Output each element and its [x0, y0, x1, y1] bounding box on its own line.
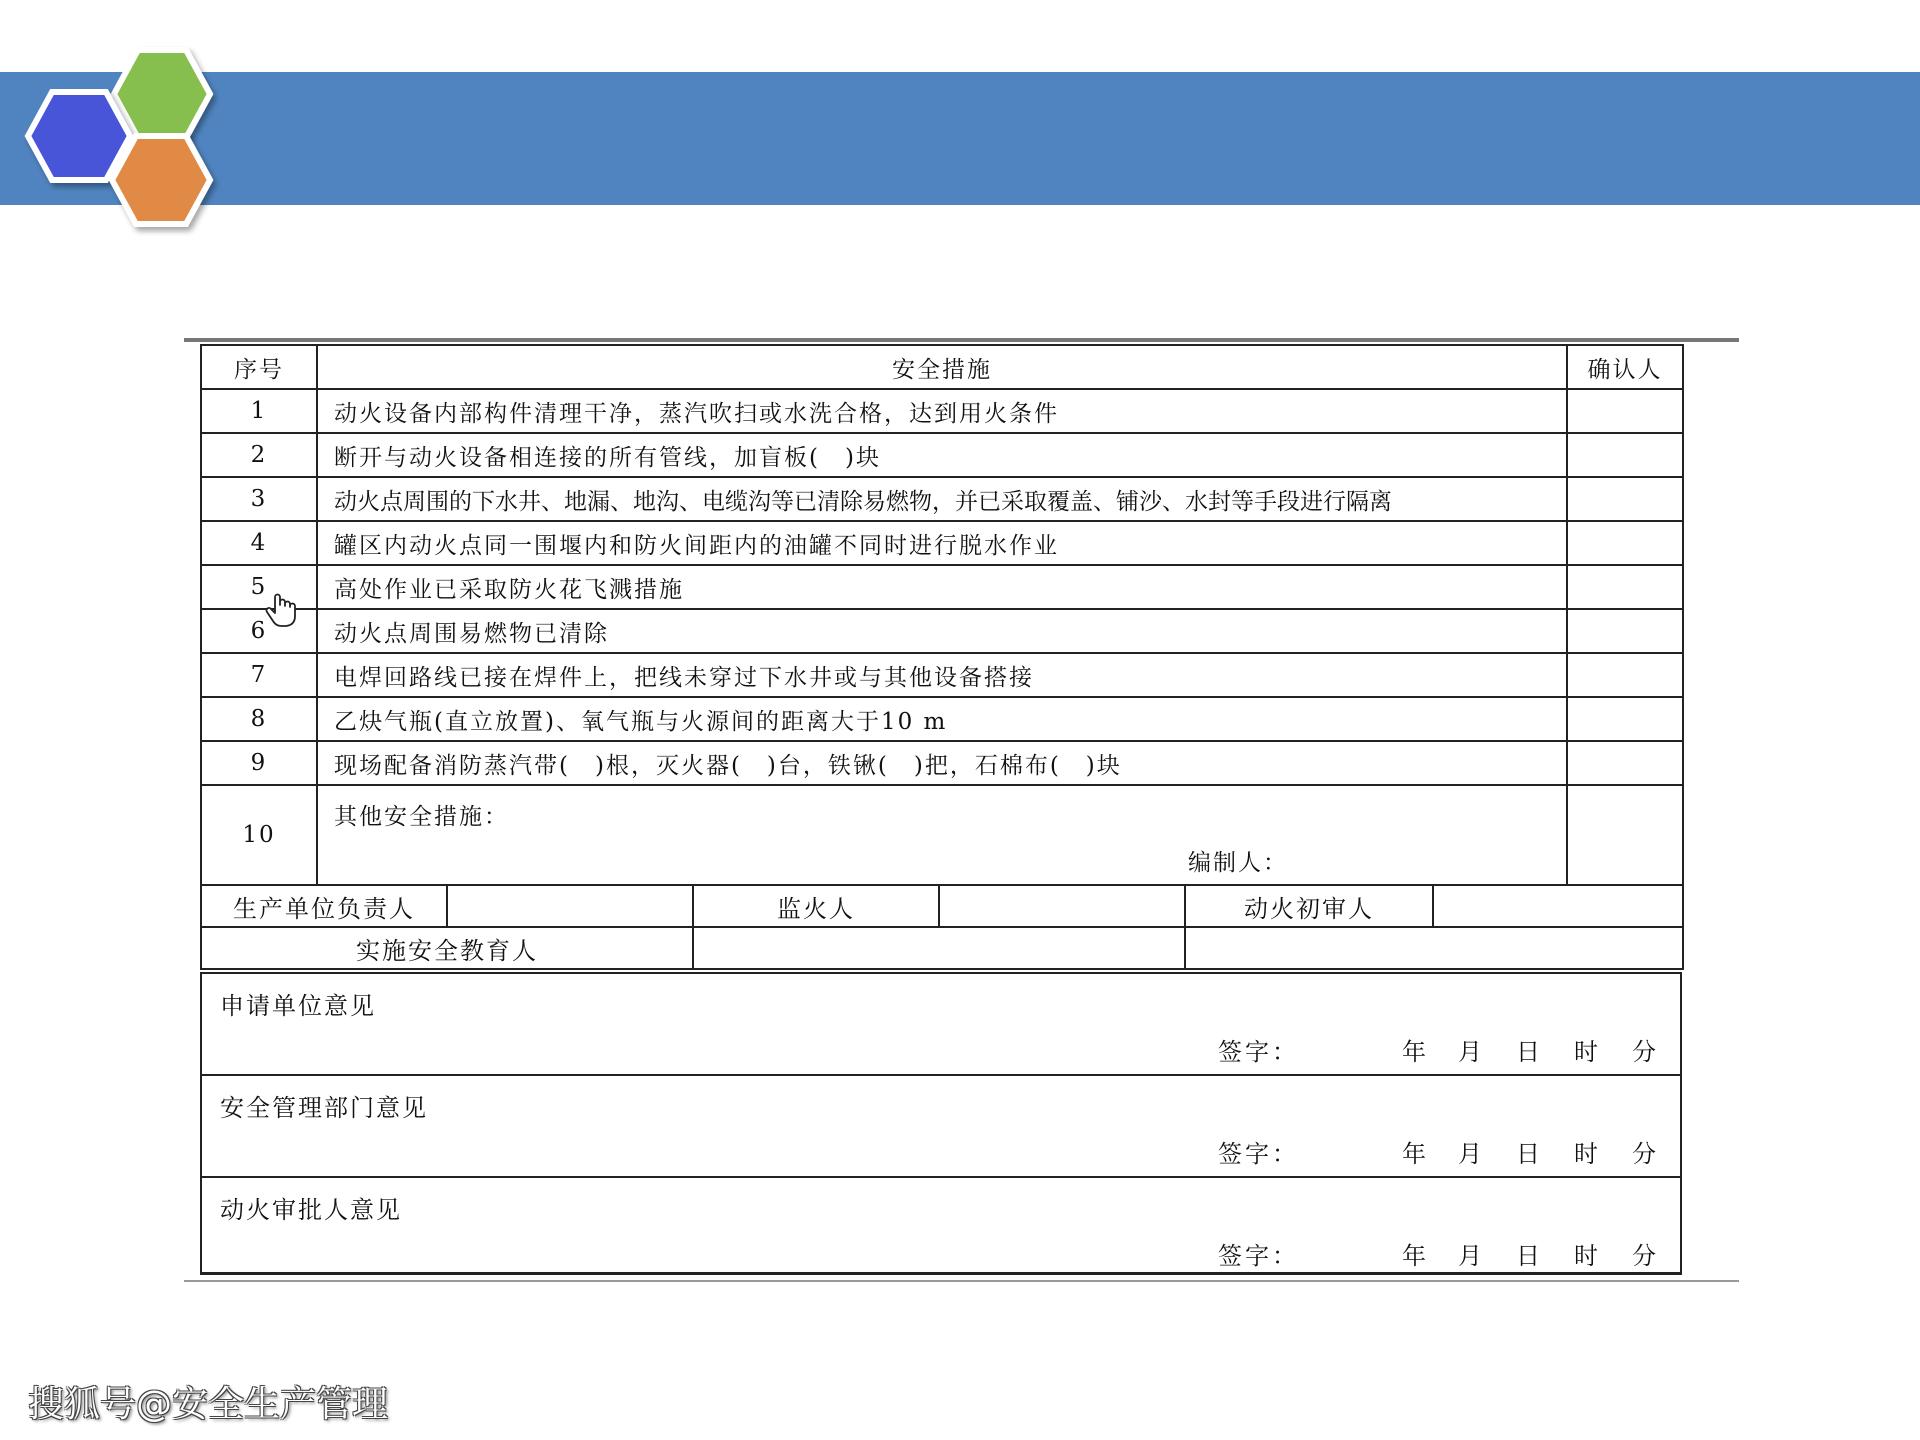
month-label: 月	[1458, 1038, 1482, 1066]
safety-educator-field[interactable]	[693, 927, 1185, 969]
month-label: 月	[1458, 1140, 1482, 1168]
hand-cursor-icon	[264, 592, 298, 628]
orange-hexagon	[112, 136, 210, 224]
confirmer-cell[interactable]	[1567, 389, 1683, 433]
other-measures-label: 其他安全措施：	[334, 804, 509, 830]
table-row	[201, 565, 1683, 609]
row-index: 4	[201, 521, 317, 565]
confirmer-cell[interactable]	[1567, 565, 1683, 609]
confirmer-cell[interactable]	[1567, 697, 1683, 741]
day-label: 日	[1516, 1140, 1540, 1168]
measure-text: 电焊回路线已接在焊件上，把线未穿过下水井或与其他设备搭接	[317, 653, 1567, 697]
day-label: 日	[1516, 1242, 1540, 1270]
opinion-label: 安全管理部门意见	[220, 1094, 428, 1122]
year-label: 年	[1402, 1140, 1426, 1168]
confirmer-cell[interactable]	[1567, 433, 1683, 477]
measure-text: 动火点周围易燃物已清除	[317, 609, 1567, 653]
signature-label: 签字：	[1218, 1038, 1299, 1066]
opinion-label: 动火审批人意见	[220, 1196, 402, 1224]
fire-reviewer-field[interactable]	[1433, 885, 1683, 927]
opinion-block-approver[interactable]	[202, 1176, 1680, 1278]
minute-label: 分	[1632, 1038, 1656, 1066]
measure-text: 现场配备消防蒸汽带( )根，灭火器( )台，铁锹( )把，石棉布( )块	[317, 741, 1567, 785]
blue-hexagon	[28, 92, 130, 180]
measure-text: 动火设备内部构件清理干净，蒸汽吹扫或水洗合格，达到用火条件	[317, 389, 1567, 433]
signature-label: 签字：	[1218, 1242, 1299, 1270]
table-row	[201, 433, 1683, 477]
measure-text: 乙炔气瓶(直立放置)、氧气瓶与火源间的距离大于10 m	[317, 697, 1567, 741]
watermark: 搜狐号@安全生产管理	[28, 1384, 389, 1425]
row-index: 9	[201, 741, 317, 785]
safety-educator-field-2[interactable]	[1185, 927, 1683, 969]
hour-label: 时	[1574, 1140, 1598, 1168]
three-hexagons-logo	[24, 46, 224, 236]
year-label: 年	[1402, 1242, 1426, 1270]
educator-row	[201, 927, 1683, 969]
signature-label: 签字：	[1218, 1140, 1299, 1168]
fire-watcher-field[interactable]	[939, 885, 1185, 927]
persons-row	[201, 885, 1683, 927]
green-hexagon	[114, 50, 210, 138]
table-row	[201, 653, 1683, 697]
table-row	[201, 741, 1683, 785]
row-index: 8	[201, 697, 317, 741]
fire-reviewer-label: 动火初审人	[1185, 885, 1433, 927]
row-index: 3	[201, 477, 317, 521]
day-label: 日	[1516, 1038, 1540, 1066]
opinion-block-applicant[interactable]	[202, 972, 1680, 1074]
measure-text: 动火点周围的下水井、地漏、地沟、电缆沟等已清除易燃物，并已采取覆盖、铺沙、水封等手段进行隔离	[317, 477, 1567, 521]
table-row	[201, 697, 1683, 741]
compiler-label: 编制人：	[1188, 850, 1288, 876]
confirmer-cell[interactable]	[1567, 521, 1683, 565]
form-bottom-rule	[184, 1280, 1739, 1282]
hour-label: 时	[1574, 1242, 1598, 1270]
hour-label: 时	[1574, 1038, 1598, 1066]
table-row	[201, 389, 1683, 433]
safety-measures-table	[200, 344, 1684, 886]
header-banner	[0, 72, 1920, 205]
row-index: 10	[201, 785, 317, 885]
opinion-block-safety-dept[interactable]	[202, 1074, 1680, 1176]
table-row	[201, 609, 1683, 653]
opinion-label: 申请单位意见	[220, 992, 376, 1020]
confirmer-cell[interactable]	[1567, 609, 1683, 653]
measure-text: 断开与动火设备相连接的所有管线，加盲板( )块	[317, 433, 1567, 477]
safety-educator-label: 实施安全教育人	[201, 927, 693, 969]
month-label: 月	[1458, 1242, 1482, 1270]
row-index: 5	[201, 565, 317, 609]
measure-text: 高处作业已采取防火花飞溅措施	[317, 565, 1567, 609]
confirmer-cell[interactable]	[1567, 785, 1683, 885]
responsible-persons-table	[200, 884, 1684, 970]
table-row-other-measures	[201, 785, 1683, 885]
minute-label: 分	[1632, 1242, 1656, 1270]
row-index: 2	[201, 433, 317, 477]
index-header: 序号	[201, 345, 317, 389]
table-row	[201, 477, 1683, 521]
row-index: 6	[201, 609, 317, 653]
confirmer-cell[interactable]	[1567, 477, 1683, 521]
fire-watcher-label: 监火人	[693, 885, 939, 927]
measures-header: 安全措施	[317, 345, 1567, 389]
confirmer-header: 确认人	[1567, 345, 1683, 389]
opinions-section	[200, 972, 1682, 1275]
minute-label: 分	[1632, 1140, 1656, 1168]
row-index: 1	[201, 389, 317, 433]
production-head-label: 生产单位负责人	[201, 885, 447, 927]
form-top-rule	[184, 338, 1739, 342]
table-header-row	[201, 345, 1683, 389]
hot-work-permit-form	[184, 338, 1739, 1283]
confirmer-cell[interactable]	[1567, 741, 1683, 785]
row-index: 7	[201, 653, 317, 697]
table-row	[201, 521, 1683, 565]
measure-text: 罐区内动火点同一围堰内和防火间距内的油罐不同时进行脱水作业	[317, 521, 1567, 565]
production-head-field[interactable]	[447, 885, 693, 927]
confirmer-cell[interactable]	[1567, 653, 1683, 697]
year-label: 年	[1402, 1038, 1426, 1066]
other-measures-cell[interactable]	[317, 785, 1567, 885]
